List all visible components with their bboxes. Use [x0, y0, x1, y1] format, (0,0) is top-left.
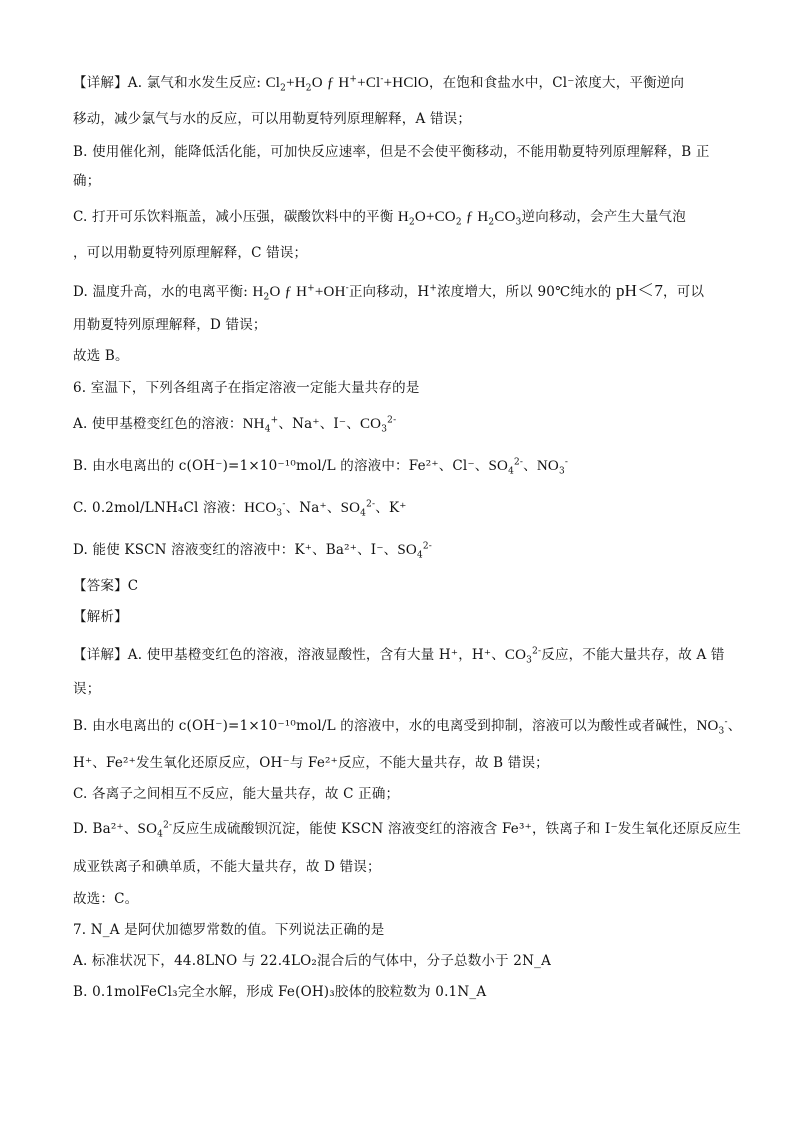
option-6b: B. 由水电离出的 c(OH⁻)=1×10⁻¹⁰mol/L 的溶液中：Fe²⁺、Cl⁻、$SO_4^{2-}$、$NO_3^-$ — [73, 457, 569, 477]
question-6-stem: 6. 室温下，下列各组离子在指定溶液一定能大量共存的是 — [73, 380, 420, 396]
analysis-label: 【解析】 — [73, 609, 128, 625]
text-line: 移动，减少氯气与水的反应，可以用勒夏特列原理解释，A 错误； — [73, 111, 472, 127]
text-line: B. 使用催化剂，能降低活化能，可加快反应速率，但是不会使平衡移动，不能用勒夏特列原理解释，B 正 — [73, 144, 710, 160]
text-line: 确； — [73, 173, 101, 189]
line-analysis-b: B. 由水电离出的 c(OH⁻)=1×10⁻¹⁰mol/L 的溶液中，水的电离受到抑制，溶液可以为酸性或者碱性，$NO_3^-$、 — [73, 717, 742, 737]
line-detail-d: D. 温度升高，水的电离平衡: $H_2O$ ƒ H++OH-正向移动，H+浓度增大，所以 90℃纯水的 pH＜7，可以 — [73, 281, 705, 303]
line-analysis-d: D. Ba²⁺、$SO_4^{2-}$反应生成硫酸钡沉淀，能使 KSCN 溶液变红的溶液含 Fe³⁺，铁离子和 I⁻发生氧化还原反应生 — [73, 820, 742, 840]
text-line: 成亚铁离子和碘单质，不能大量共存，故 D 错误； — [73, 859, 381, 875]
answer-label: 【答案】C — [73, 578, 139, 594]
text-line: H⁺、Fe²⁺发生氧化还原反应，OH⁻与 Fe²⁺反应，不能大量共存，故 B 错误； — [73, 755, 549, 771]
line-analysis-a: 【详解】A. 使甲基橙变红色的溶液，溶液显酸性，含有大量 H⁺，H⁺、$CO_3^{2-}$反应，不能大量共存，故 A 错 — [73, 646, 725, 666]
text-line: ，可以用勒夏特列原理解释，C 错误； — [73, 245, 308, 261]
text-line: 故选：C。 — [73, 891, 139, 907]
option-7b: B. 0.1molFeCl₃完全水解，形成 Fe(OH)₃胶体的胶粒数为 0.1N_A — [73, 984, 487, 1000]
text-line: 故选 B。 — [73, 348, 129, 364]
text-line: 用勒夏特列原理解释，D 错误； — [73, 317, 267, 333]
text-line: C. 各离子之间相互不反应，能大量共存，故 C 正确； — [73, 786, 400, 802]
line-detail-a: 【详解】A. 氯气和水发生反应: $Cl_2+H_2O$ ƒ H++Cl-+HClO，在饱和食盐水中，Cl⁻浓度大，平衡逆向 — [73, 74, 685, 94]
text-line: 误； — [73, 681, 101, 697]
option-6c: C. 0.2mol/LNH₄Cl 溶液：$HCO_3^-$、Na⁺、$SO_4^{2-}$、K⁺ — [73, 499, 407, 519]
option-6d: D. 能使 KSCN 溶液变红的溶液中：K⁺、Ba²⁺、I⁻、$SO_4^{2-}$ — [73, 541, 433, 561]
option-7a: A. 标准状况下，44.8LNO 与 22.4LO₂混合后的气体中，分子总数小于 2N_A — [73, 953, 552, 969]
question-7-stem: 7. N_A 是阿伏加德罗常数的值。下列说法正确的是 — [73, 922, 385, 938]
line-detail-c: C. 打开可乐饮料瓶盖，减小压强，碳酸饮料中的平衡 $H_2O+CO_2$ ƒ $H_2CO_3$逆向移动，会产生大量气泡 — [73, 209, 686, 228]
option-6a: A. 使甲基橙变红色的溶液：$NH_4^+$、Na⁺、I⁻、$CO_3^{2-}$ — [73, 415, 397, 435]
